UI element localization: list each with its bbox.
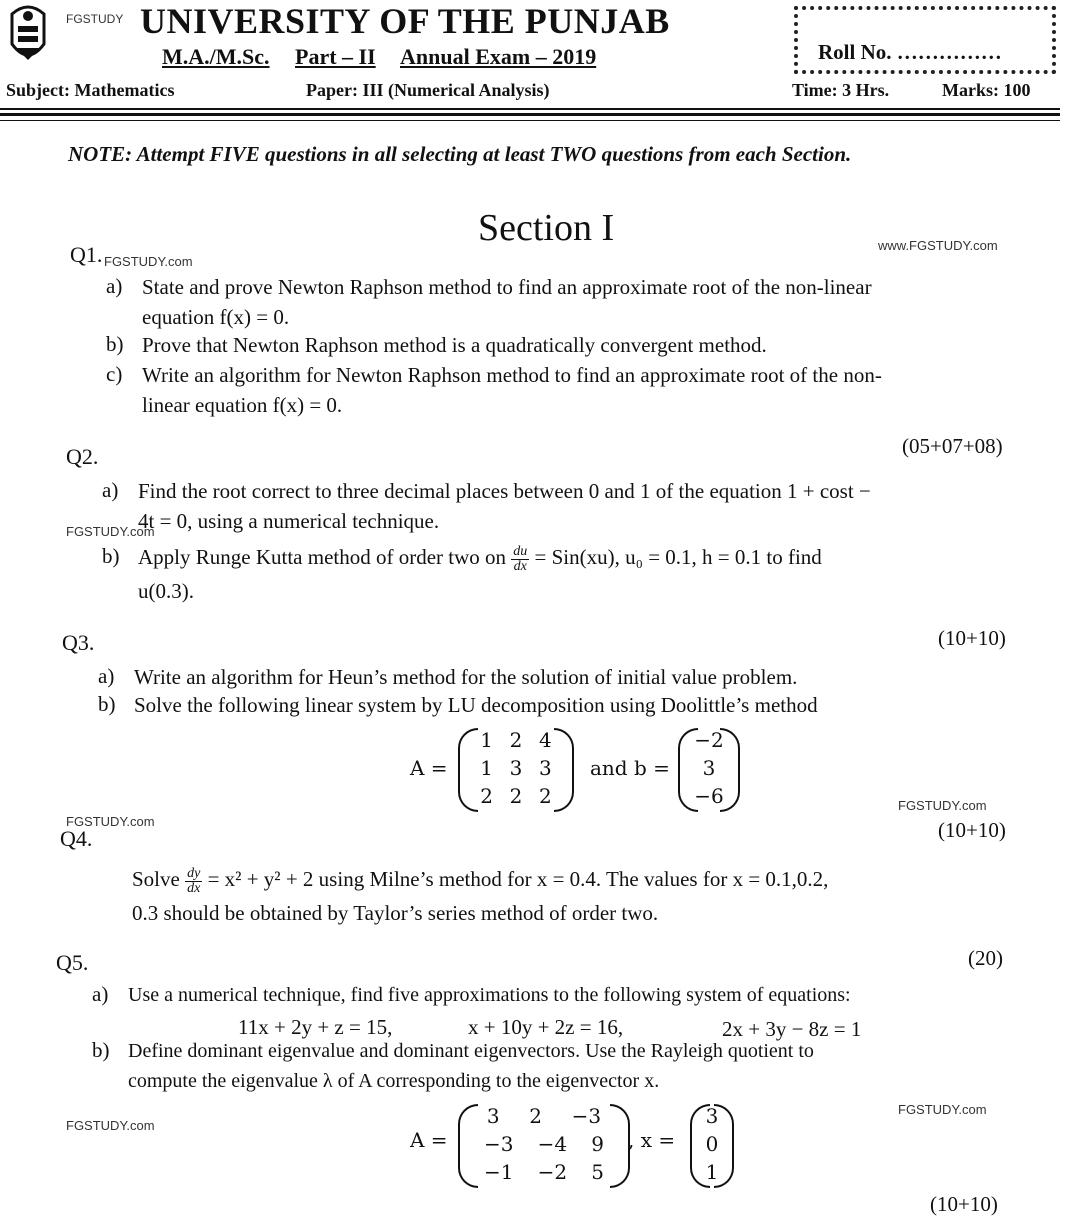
fraction-numerator: du xyxy=(513,543,528,559)
matrix-cell: 1 xyxy=(705,1160,719,1184)
q5a-line1: Use a numerical technique, find five approximations to the following system of equations: xyxy=(128,984,851,1006)
matrix-cell: 4 xyxy=(538,728,552,752)
matrix-row xyxy=(458,1132,630,1156)
matrix-cell: 2 xyxy=(480,784,494,808)
q3a-line1: Write an algorithm for Heun’s method for the solution of initial value problem. xyxy=(134,665,798,689)
matrix-a-label: A = xyxy=(410,1128,448,1152)
q1c-line2: linear equation f(x) = 0. xyxy=(142,393,343,417)
fraction-denominator: dx xyxy=(187,880,201,896)
part: Part – II xyxy=(295,44,376,69)
header-rule xyxy=(0,108,1060,110)
matrix-cell: 3 xyxy=(509,756,523,780)
part-label: a) xyxy=(98,664,115,688)
part-label: b) xyxy=(98,692,116,716)
matrix-a xyxy=(458,1104,630,1188)
matrix-row xyxy=(690,1104,734,1128)
q1a-line1: State and prove Newton Raphson method to find an approximate root of the non-linear xyxy=(142,275,872,299)
header-rule xyxy=(0,120,1060,121)
vector-b-label: and b = xyxy=(590,756,670,780)
marks-q5: (20) xyxy=(968,946,1003,970)
question-label-q4: Q4. xyxy=(60,826,93,851)
matrix-cell: −6 xyxy=(694,784,724,808)
q2a-line1: Find the root correct to three decimal places between 0 and 1 of the equation 1 + cost − xyxy=(138,479,871,503)
matrix-cell: 1 xyxy=(480,728,494,752)
exam-name: Annual Exam – 2019 xyxy=(399,44,597,69)
exam-subtitle xyxy=(162,44,616,70)
matrix-row xyxy=(458,784,574,808)
matrix-row xyxy=(458,728,574,752)
watermark-text: FGSTUDY.com xyxy=(104,254,193,269)
matrix-row xyxy=(458,756,574,780)
q3b-line1: Solve the following linear system by LU decomposition using Doolittle’s method xyxy=(134,693,818,717)
q4-line2: 0.3 should be obtained by Taylor’s series method of order two. xyxy=(132,901,659,925)
matrix-cell: −3 xyxy=(484,1132,514,1156)
matrix-cell: 3 xyxy=(705,1104,719,1128)
equation-1: 11x + 2y + z = 15, xyxy=(238,1015,393,1039)
header-rule xyxy=(0,113,1060,116)
matrix-row xyxy=(690,1132,734,1156)
watermark-text: www.FGSTUDY.com xyxy=(878,238,998,253)
matrix-row xyxy=(690,1160,734,1184)
q4-text-pre: Solve xyxy=(132,867,180,891)
derivative-fraction xyxy=(511,545,529,574)
vector-x xyxy=(690,1104,734,1188)
equation-3: 2x + 3y − 8z = 1 xyxy=(722,1017,862,1041)
marks-q4: (10+10) xyxy=(938,818,1006,842)
fraction-denominator: dx xyxy=(513,558,527,574)
exam-note: NOTE: Attempt FIVE questions in all selecting at least TWO questions from each Section. xyxy=(68,142,852,166)
question-label-q3: Q3. xyxy=(62,630,95,655)
matrix-cell: 2 xyxy=(529,1104,542,1128)
matrix-a-label: A = xyxy=(410,756,448,780)
q4-line1 xyxy=(132,864,828,896)
marks-q2: (05+07+08) xyxy=(902,434,1003,458)
q1b-line1: Prove that Newton Raphson method is a quadratically convergent method. xyxy=(142,333,767,357)
question-label-q2: Q2. xyxy=(66,444,99,469)
question-label-q5: Q5. xyxy=(56,950,89,975)
matrix-cell: 3 xyxy=(486,1104,500,1128)
q1a-line2: equation f(x) = 0. xyxy=(142,305,290,329)
equation-2: x + 10y + 2z = 16, xyxy=(468,1015,624,1039)
matrix-cell: 9 xyxy=(591,1132,604,1156)
matrix-row xyxy=(678,728,740,752)
part-label: b) xyxy=(102,544,120,568)
watermark-text: FGSTUDY.com xyxy=(898,1102,987,1117)
q5b-line2: compute the eigenvalue λ of A corresponding to the eigenvector x. xyxy=(128,1070,660,1092)
q5b-line1: Define dominant eigenvalue and dominant eigenvectors. Use the Rayleigh quotient to xyxy=(128,1040,814,1062)
university-logo xyxy=(6,4,50,68)
watermark-text: FGSTUDY.com xyxy=(66,1118,155,1133)
university-title: UNIVERSITY OF THE PUNJAB xyxy=(140,1,670,41)
part-label: b) xyxy=(92,1038,110,1062)
question-label-q1: Q1. xyxy=(70,242,103,267)
q2b-line1 xyxy=(138,542,822,574)
q2b-text-post: = Sin(xu), u₀ = 0.1, h = 0.1 to find xyxy=(534,545,822,569)
time-label: Time: 3 Hrs. xyxy=(792,80,890,100)
matrix-row xyxy=(678,784,740,808)
degree: M.A./M.Sc. xyxy=(162,44,270,69)
matrix-row xyxy=(458,1104,630,1128)
matrix-a xyxy=(458,728,574,812)
matrix-cell: 5 xyxy=(591,1160,604,1184)
vector-x-label: , x = xyxy=(628,1128,676,1152)
q2b-line2: u(0.3). xyxy=(138,579,194,603)
roll-number-label: Roll No. …………… xyxy=(818,40,1002,64)
paper-label: Paper: III (Numerical Analysis) xyxy=(306,80,550,100)
part-label: a) xyxy=(106,274,123,298)
matrix-cell: −2 xyxy=(694,728,724,752)
vector-b xyxy=(678,728,740,812)
marks-q3: (10+10) xyxy=(938,626,1006,650)
part-label: a) xyxy=(102,478,119,502)
matrix-cell: 3 xyxy=(538,756,552,780)
derivative-fraction xyxy=(185,867,202,896)
matrix-cell: 2 xyxy=(509,784,523,808)
q1c-line1: Write an algorithm for Newton Raphson method to find an approximate root of the non- xyxy=(142,363,882,387)
matrix-row xyxy=(458,1160,630,1184)
matrix-cell: 3 xyxy=(702,756,716,780)
watermark-text: FGSTUDY.com xyxy=(66,524,155,539)
section-title: Section I xyxy=(478,207,615,249)
watermark-text: FGSTUDY xyxy=(66,12,124,26)
watermark-text: FGSTUDY.com xyxy=(898,798,987,813)
q2a-line2: 4t = 0, using a numerical technique. xyxy=(138,509,440,533)
matrix-cell: −3 xyxy=(571,1104,602,1128)
matrix-cell: 2 xyxy=(509,728,523,752)
subject-label: Subject: Mathematics xyxy=(6,80,175,100)
matrix-cell: −4 xyxy=(537,1132,568,1156)
q4-text-post: = x² + y² + 2 using Milne’s method for x = 0.4. The values for x = 0.1,0.2, xyxy=(207,867,829,891)
q2b-text-pre: Apply Runge Kutta method of order two on xyxy=(138,545,507,569)
marks-q5-final: (10+10) xyxy=(930,1192,998,1216)
part-label: c) xyxy=(106,362,123,386)
matrix-cell: −1 xyxy=(484,1160,514,1184)
part-label: b) xyxy=(106,332,124,356)
matrix-cell: 2 xyxy=(538,784,552,808)
fraction-numerator: dy xyxy=(187,865,201,881)
matrix-cell: 0 xyxy=(705,1132,719,1156)
part-label: a) xyxy=(92,982,109,1006)
marks-label: Marks: 100 xyxy=(942,80,1031,100)
matrix-cell: 1 xyxy=(480,756,494,780)
matrix-row xyxy=(678,756,740,780)
watermark-text: FGSTUDY.com xyxy=(66,814,155,829)
matrix-cell: −2 xyxy=(537,1160,568,1184)
